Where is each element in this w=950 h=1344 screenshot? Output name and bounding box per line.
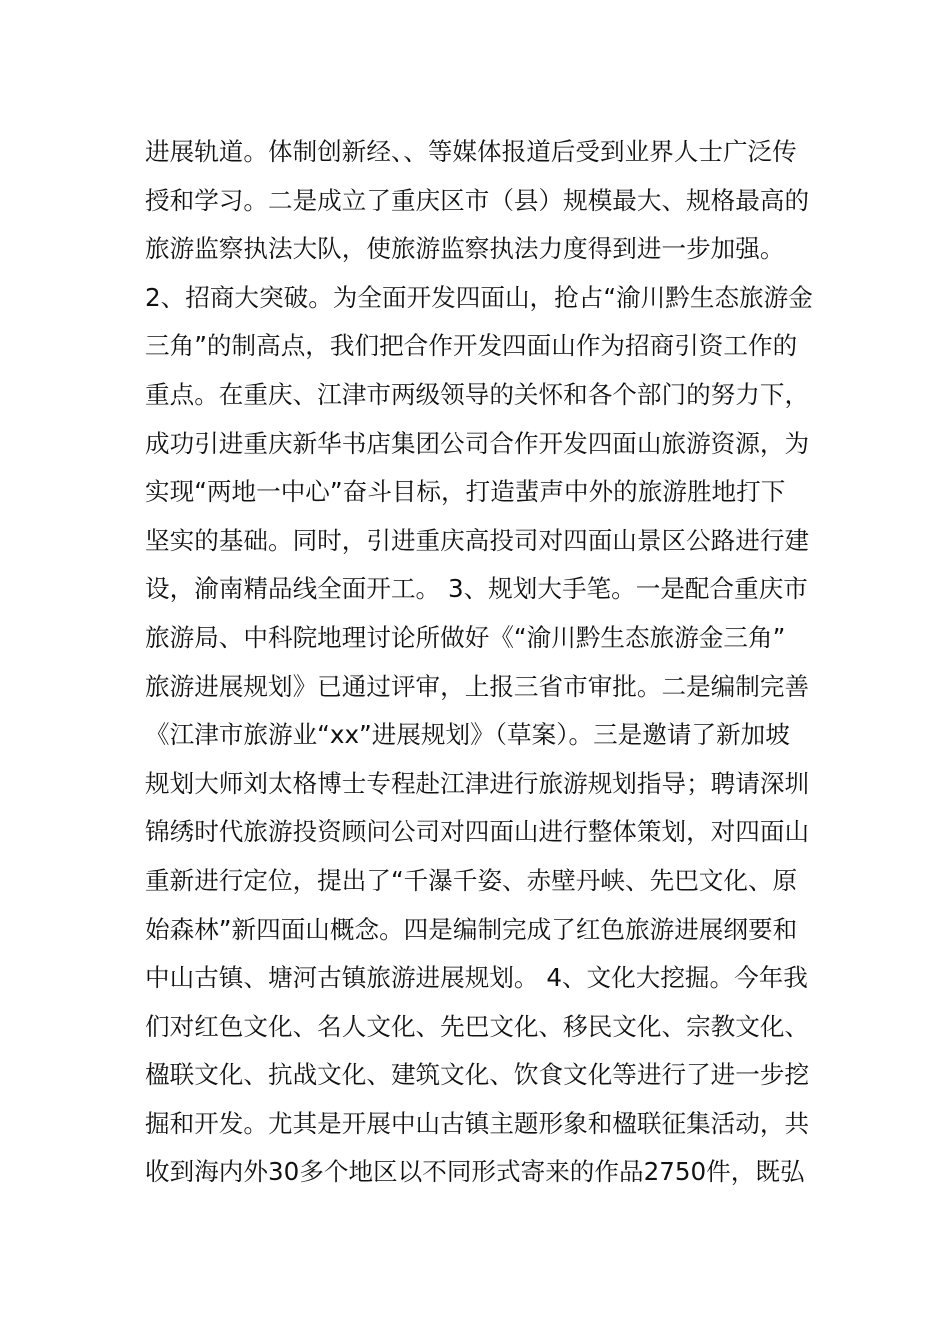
text-line: 规划大师刘太格博士专程赴江津进行旅游规划指导；聘请深圳	[145, 768, 810, 798]
text-line: 中山古镇、塘河古镇旅游进展规划。 4、文化大挖掘。今年我	[145, 963, 808, 993]
text-line: 进展轨道。体制创新经、、等媒体报道后受到业界人士广泛传	[145, 137, 797, 166]
text-line: 们对红色文化、名人文化、先巴文化、移民文化、宗教文化、	[145, 1011, 810, 1041]
text-line: 旅游监察执法大队，使旅游监察执法力度得到进一步加强。	[145, 234, 785, 264]
text-line: 实现“两地一中心”奋斗目标，打造蜚声中外的旅游胜地打下	[145, 477, 786, 507]
text-line: 楹联文化、抗战文化、建筑文化、饮食文化等进行了进一步挖	[145, 1060, 810, 1090]
text-line: 设，渝南精品线全面开工。 3、规划大手笔。一是配合重庆市	[145, 574, 808, 604]
text-line: 旅游局、中科院地理讨论所做好《“渝川黔生态旅游金三角”	[145, 622, 786, 652]
text-line: 成功引进重庆新华书店集团公司合作开发四面山旅游资源，为	[145, 428, 810, 458]
body-text	[145, 128, 813, 1197]
text-line: 旅游进展规划》已通过评审，上报三省市审批。二是编制完善	[145, 671, 810, 701]
text-line: 《江津市旅游业“xx”进展规划》（草案）。三是邀请了新加坡	[145, 720, 790, 750]
text-line: 2、招商大突破。为全面开发四面山，抢占“渝川黔生态旅游金	[145, 282, 813, 312]
text-line: 重新进行定位，提出了“千瀑千姿、赤壁丹峡、先巴文化、原	[145, 865, 798, 895]
text-line: 重点。在重庆、江津市两级领导的关怀和各个部门的努力下，	[145, 379, 810, 409]
text-line: 始森林”新四面山概念。四是编制完成了红色旅游进展纲要和	[145, 914, 798, 944]
text-line: 坚实的基础。同时，引进重庆高投司对四面山景区公路进行建	[145, 525, 810, 555]
text-line: 收到海内外30多个地区以不同形式寄来的作品2750件，既弘	[145, 1157, 805, 1187]
text-line: 锦绣时代旅游投资顾问公司对四面山进行整体策划，对四面山	[145, 817, 810, 847]
text-line: 三角”的制高点，我们把合作开发四面山作为招商引资工作的	[145, 331, 798, 361]
text-line: 掘和开发。尤其是开展中山古镇主题形象和楹联征集活动，共	[145, 1108, 810, 1138]
text-line: 授和学习。二是成立了重庆区市（县）规模最大、规格最高的	[145, 185, 810, 215]
